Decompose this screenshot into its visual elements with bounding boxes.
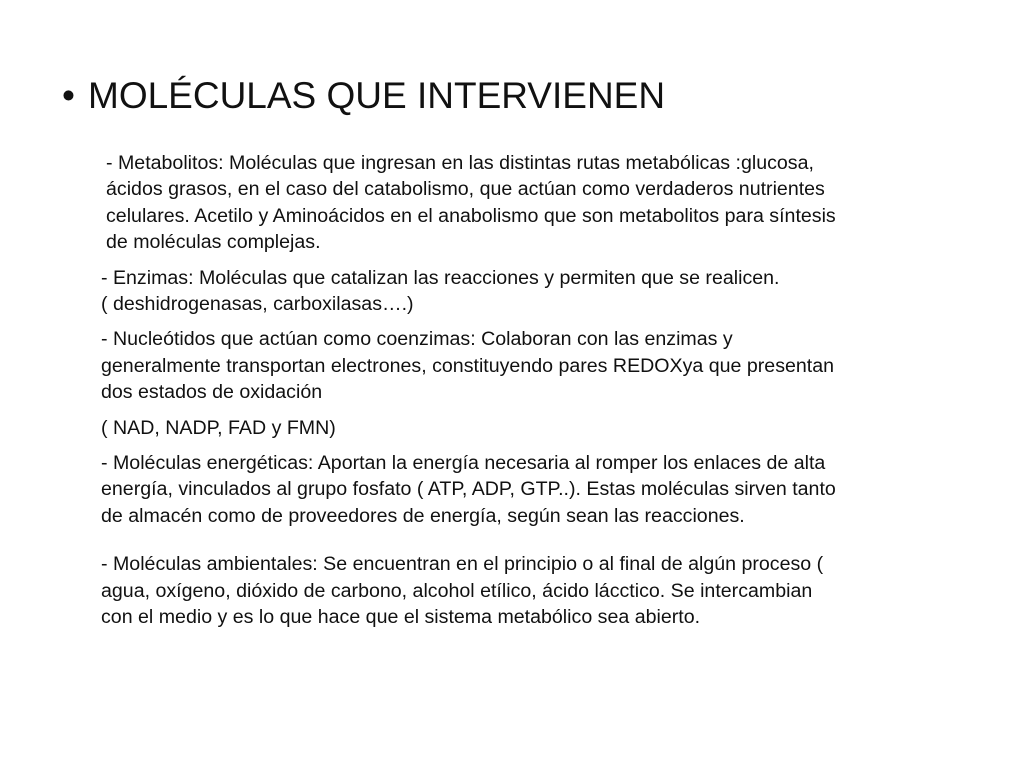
slide-body — [101, 150, 971, 640]
text-line: de almacén como de proveedores de energía, según sean las reacciones. — [101, 504, 745, 527]
paragraph-enzimas — [101, 265, 971, 318]
text-line: - Enzimas: Moléculas que catalizan las reacciones y permiten que se realicen. — [101, 266, 780, 289]
paragraph-metabolitos — [101, 150, 971, 256]
text-line: celulares. Acetilo y Aminoácidos en el anabolismo que son metabolitos para síntesis — [106, 204, 836, 227]
text-line: agua, oxígeno, dióxido de carbono, alcohol etílico, ácido lácctico. Se intercambian — [101, 579, 813, 602]
text-line: generalmente transportan electrones, constituyendo pares REDOXya que presentan — [101, 354, 835, 377]
text-line: ( deshidrogenasas, carboxilasas….) — [101, 293, 414, 316]
title-text: MOLÉCULAS QUE INTERVIENEN — [88, 75, 666, 116]
text-line: ácidos grasos, en el caso del catabolismo, que actúan como verdaderos nutrientes — [106, 178, 825, 201]
text-line: dos estados de oxidación — [101, 381, 323, 404]
paragraph-moleculas-ambientales — [101, 551, 971, 630]
text-line: energía, vinculados al grupo fosfato ( ATP, ADP, GTP..). Estas moléculas sirven tanto — [101, 478, 836, 501]
paragraph-nucleotidos — [101, 326, 971, 405]
paragraph-coenzimas-list — [101, 415, 971, 441]
text-line: - Moléculas energéticas: Aportan la energía necesaria al romper los enlaces de alta — [101, 452, 826, 475]
text-line: - Moléculas ambientales: Se encuentran en el principio o al final de algún proceso ( — [101, 553, 824, 576]
text-line: - Metabolitos: Moléculas que ingresan en las distintas rutas metabólicas :glucosa, — [106, 152, 814, 174]
title-bullet: • — [62, 75, 75, 116]
slide-title — [62, 74, 962, 118]
paragraph-moleculas-energeticas — [101, 450, 971, 529]
text-line: - Nucleótidos que actúan como coenzimas: Colaboran con las enzimas y — [101, 328, 733, 351]
text-line: de moléculas complejas. — [106, 231, 321, 254]
text-line: con el medio y es lo que hace que el sistema metabólico sea abierto. — [101, 606, 701, 629]
text-line: ( NAD, NADP, FAD y FMN) — [101, 416, 336, 439]
